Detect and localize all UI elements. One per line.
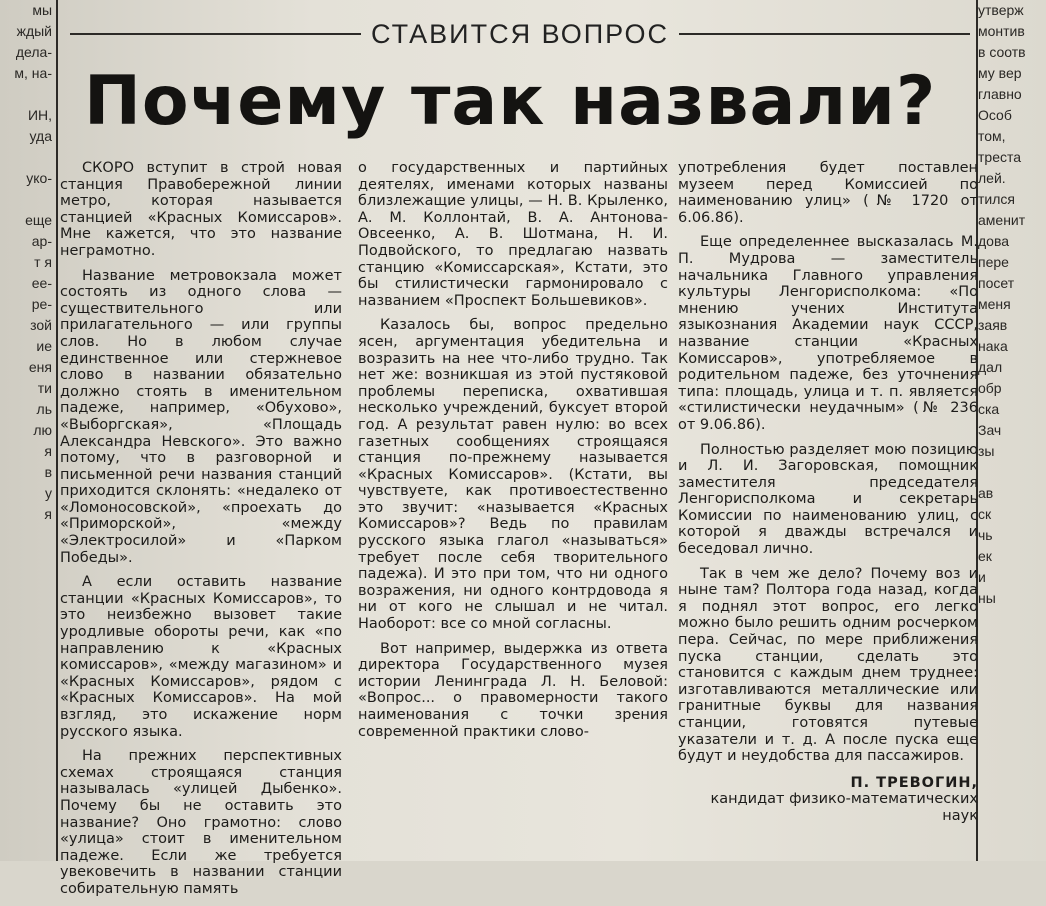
- fragment-line: уда: [29, 128, 52, 144]
- fragment-line: Зач: [978, 422, 1002, 438]
- fragment-line: заяв: [978, 317, 1008, 333]
- author-name: П. ТРЕВОГИН,: [850, 774, 978, 791]
- fragment-line: главно: [978, 86, 1022, 102]
- paragraph: Вот например, выдержка из ответа директора Государственного музея истории Ленинграда Л. Н. Беловой: «Вопрос... о правомерности такого наименования с точки зрения современной практики слово-: [358, 640, 668, 740]
- fragment-line: [0, 84, 52, 105]
- fragment-line: у: [45, 485, 52, 501]
- paragraph: А если оставить название станции «Красных Комиссаров», то это неизбежно вызовет такие уродливые обороты речи, как «по направлению к «Красных комиссаров», «между магазином» и «Красных Комиссаров», рядом с «Красных Комиссаров». На мой взгляд, это искажение норм русского языка.: [60, 574, 342, 740]
- article-column-1: [60, 160, 342, 906]
- fragment-line: я: [44, 443, 52, 459]
- fragment-line: ек: [978, 548, 992, 564]
- paragraph: СКОРО вступит в строй новая станция Правобережной линии метро, которая называется станцией «Красных Комиссаров». Мне кажется, что это название неграмотно.: [60, 160, 342, 259]
- fragment-line: му вер: [978, 65, 1022, 81]
- fragment-line: дела-: [15, 44, 52, 60]
- fragment-line: зой: [30, 317, 52, 333]
- fragment-line: меня: [978, 296, 1011, 312]
- left-column-rule: [56, 0, 58, 861]
- fragment-line: лю: [33, 422, 52, 438]
- fragment-line: треста: [978, 149, 1022, 165]
- article-column-3: [678, 160, 978, 825]
- article-column-2: [358, 160, 668, 748]
- fragment-line: т я: [34, 254, 52, 270]
- rubric-rule-right: [679, 33, 970, 35]
- fragment-line: ре-: [31, 296, 52, 312]
- fragment-line: ска: [978, 401, 1000, 417]
- fragment-line: ск: [978, 506, 992, 522]
- fragment-line: Особ: [978, 107, 1012, 123]
- fragment-line: мы: [32, 2, 52, 18]
- author-title: кандидат физико-математических наук: [710, 791, 978, 824]
- fragment-line: ИН,: [27, 107, 52, 123]
- fragment-line: ав: [978, 485, 994, 501]
- fragment-line: ль: [36, 401, 52, 417]
- left-column-fragment: [0, 0, 52, 861]
- fragment-line: посет: [978, 275, 1015, 291]
- fragment-line: ны: [978, 590, 996, 606]
- paragraph: Так в чем же дело? Почему воз и ныне там? Полтора года назад, когда я поднял этот вопрос, его легко можно было решить одним росчерком пера. Сейчас, по мере приближения пуска станции, сделать это становится с каждым днем труднее: изготавливаются металлические или гранитные буквы для названия станции, готовятся путевые указатели и т. д. А после пуска еще будут и неудобства для пассажиров.: [678, 565, 978, 765]
- paragraph: На прежних перспективных схемах строящаяся станция называлась «улицей Дыбенко». Почему бы не оставить это название? Оно грамотно: слово «улица» стоит в именительном падеже. Если же требуется увековечить в названии станции собирательную память: [60, 748, 342, 897]
- fragment-line: обр: [978, 380, 1002, 396]
- fragment-line: и: [978, 569, 986, 585]
- paragraph: Название метровокзала может состоять из одного слова — существительного или прилагательного — или группы слов. Но в любом случае единственное или стержневое слово в названии обязательно должно стоять в именительном падеже, например, «Обухово», «Выборгская», «Площадь Александра Невского». Это важно потому, что в разговорной и письменной речи названия станций приходится склонять: «недалеко от «Ломоносовской», «проехать до «Приморской», «между «Электросилой» и «Парком Победы».: [60, 267, 342, 566]
- fragment-line: дова: [978, 233, 1010, 249]
- paragraph: о государственных и партийных деятелях, именами которых названы близлежащие улицы, — Н. В. Крыленко, А. М. Коллонтай, В. А. Антонова-Овсеенко, А. В. Шотмана, Н. И. Подвойского, то предлагаю назвать станцию «Комиссарская», Кстати, это бы стилистически гармонировало с названием «Проспект Большевиков».: [358, 160, 668, 309]
- paragraph: Полностью разделяет мою позицию и Л. И. Загоровская, помощник заместителя председателя Ленгорисполкома и секретарь Комиссии по наименованию улиц, с которой я дважды встречался и беседовал лично.: [678, 441, 978, 558]
- fragment-line: я: [44, 506, 52, 522]
- fragment-line: тился: [978, 191, 1015, 207]
- fragment-line: [0, 189, 52, 210]
- fragment-line: в: [44, 464, 52, 480]
- signature: [678, 775, 978, 825]
- fragment-line: пере: [978, 254, 1009, 270]
- fragment-line: уко-: [26, 170, 52, 186]
- fragment-line: [978, 462, 1046, 483]
- fragment-line: монтив: [978, 23, 1025, 39]
- rubric-rule-left: [70, 33, 361, 35]
- right-column-fragment: [978, 0, 1046, 861]
- fragment-line: ти: [37, 380, 52, 396]
- fragment-line: ее-: [31, 275, 52, 291]
- headline: Почему так назвали?: [84, 62, 937, 141]
- fragment-line: аменит: [978, 212, 1026, 228]
- fragment-line: ар-: [31, 233, 52, 249]
- fragment-line: еще: [25, 212, 52, 228]
- paragraph: Еще определеннее высказалась М. П. Мудрова — заместитель начальника Главного управления культуры Ленгорисполкома: «По мнению учених Института языкознания Академии наук СССР, название станции «Красных Комиссаров», употребляемое в родительном падеже, без уточнения типа: площадь, улица и т. п. является «стилистически неудачным» (№ 236 от 9.06.86).: [678, 234, 978, 433]
- fragment-line: ие: [36, 338, 52, 354]
- fragment-line: лей.: [978, 170, 1006, 186]
- fragment-line: еня: [28, 359, 52, 375]
- fragment-line: [0, 147, 52, 168]
- rubric-label: СТАВИТСЯ ВОПРОС: [370, 18, 670, 49]
- rubric: [70, 14, 970, 54]
- fragment-line: чь: [978, 527, 993, 543]
- fragment-line: ждый: [16, 23, 52, 39]
- fragment-line: нака: [978, 338, 1008, 354]
- fragment-line: дал: [978, 359, 1003, 375]
- fragment-line: в соотв: [978, 44, 1026, 60]
- paragraph: Казалось бы, вопрос предельно ясен, аргументация убедительна и возразить на нее что-либо трудно. Так нет же: возникшая из этой пустяковой проблемы переписка, охватившая несколько учреждений, буксует второй год. А результат равен нулю: во всех газетных сообщениях строящаяся станция по-прежнему называется «Красных Комиссаров». (Кстати, вы чувствуете, как противоестественно это звучит: «называется «Красных Комиссаров»? Ведь по правилам русского языка глагол «называться» требует после себя творительного падежа). И это при том, что ни одного возражения, ни одного контрдовода я ни от кого не слышал и не читал. Наоборот: все со мной согласны.: [358, 317, 668, 633]
- fragment-line: том,: [978, 128, 1006, 144]
- fragment-line: зы: [978, 443, 995, 459]
- fragment-line: м, на-: [14, 65, 52, 81]
- paragraph: употребления будет поставлен музеем перед Комиссией по наименованию улиц» (№ 1720 от 6.06.86).: [678, 160, 978, 226]
- fragment-line: утверж: [978, 2, 1024, 18]
